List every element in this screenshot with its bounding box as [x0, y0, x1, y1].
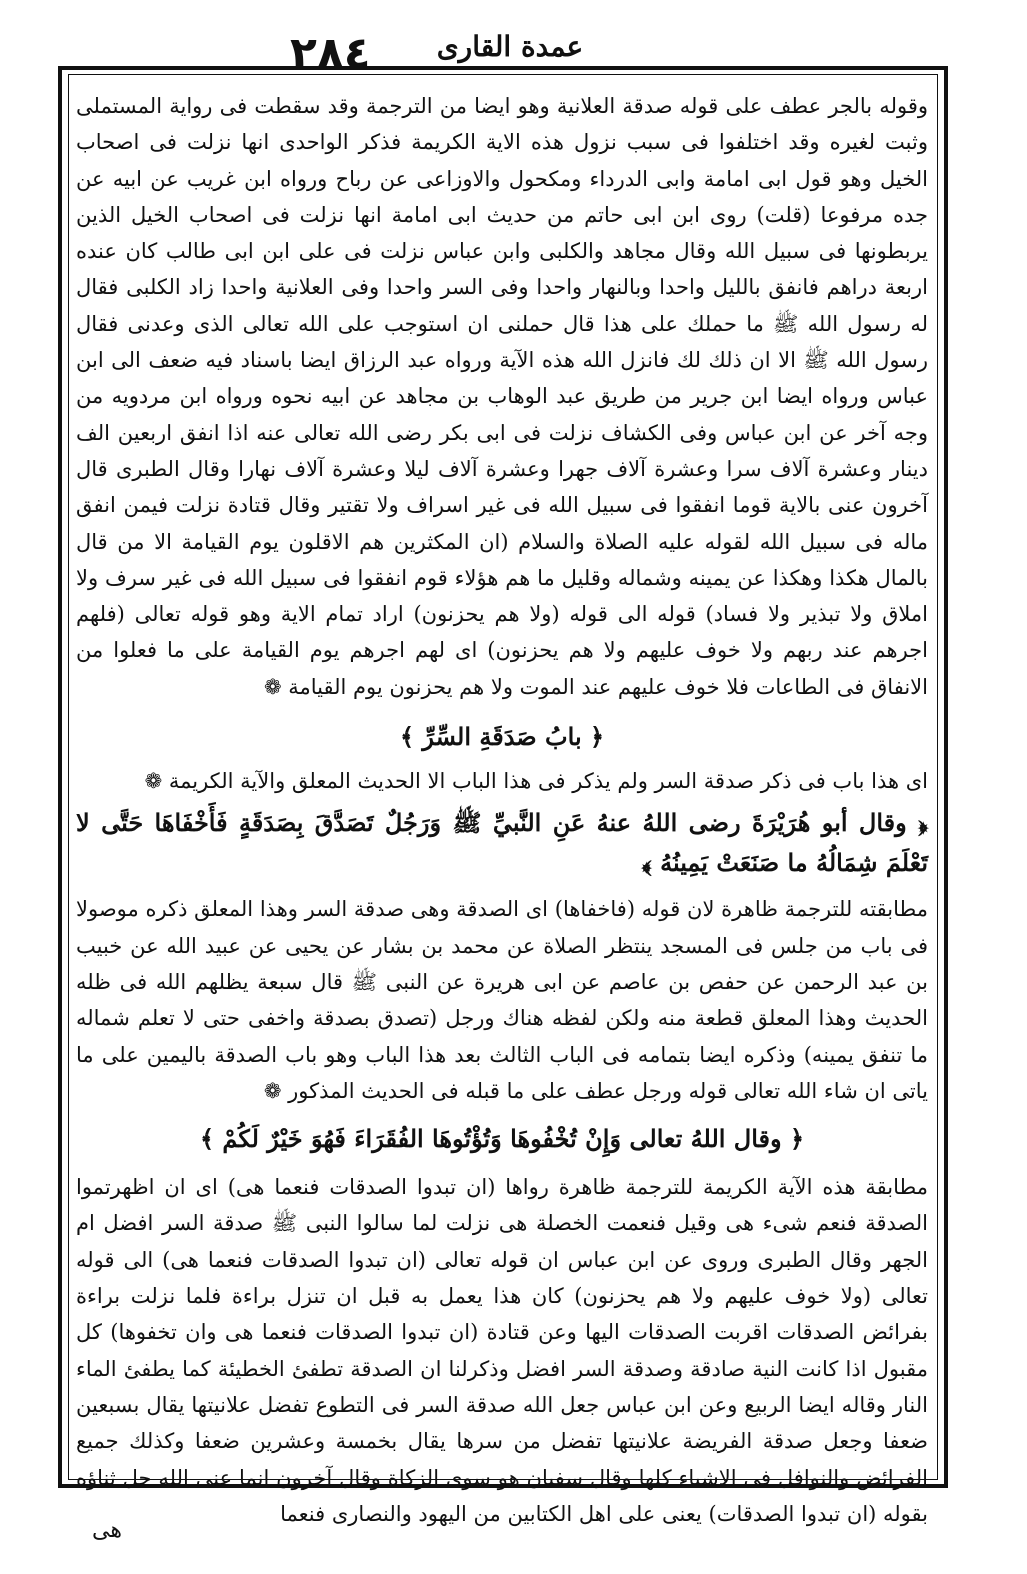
quran-verse: ﴿ وقال اللهُ تعالى وَإِنْ تُخْفُوهَا وَتُؤْتُوهَا الفُقَرَاءَ فَهُوَ خَيْرٌ لَكُمْ ﴾ [199, 1124, 805, 1154]
catchword: هى [92, 1518, 122, 1543]
running-title: عمدة القاری [436, 30, 584, 63]
commentary-paragraph-3: مطابقة هذه الآية الكريمة للترجمة ظاهرة رواها (ان تبدوا الصدقات فنعما هى) اى ان اظهرتموا الصدقة فنعم شىء هى وقيل فنعمت الخصلة هى نزلت لما سالوا النبى ﷺ صدقة السر افضل ام الجهر وقال الطبرى وروى عن ابن عباس ان قوله تعالى (ان تبدوا الصدقات فنعما هى) الى قوله تعالى (ولا خوف عليهم ولا هم يحزنون) كان هذا يعمل به قبل ان تنزل براءة فلما نزلت براءة بفرائض الصدقات اقربت الصدقات اليها وعن قتادة (ان تبدوا الصدقات فنعما هى وان تخفوها) كل مقبول اذا كانت النية صادقة وصدقة السر افضل وذكرلنا ان الصدقة تطفئ الخطيئة كما يطفئ الماء النار وقاله ايضا الربيع وعن ابن عباس جعل الله صدقة السر فى التطوع تفضل علانيتها يقال بسبعين ضعفا وجعل صدقة الفريضة علانيتها تفضل من سرها يقال بخمسة وعشرين ضعفا وكذلك جميع الفرائض والنوافل فى الاشياء كلها وقال سفيان هو سوى الزكاة وقال آخرون انما عنى الله جل ثناؤه بقوله (ان تبدوا الصدقات) يعنى على اهل الكتابين من اليهود والنصارى فنعما [76, 1175, 928, 1526]
hadith-text: ﴿ وقال أبو هُرَيْرَةَ رضى اللهُ عنهُ عَنِ النَّبيِّ ﷺ وَرَجُلٌ تَصَدَّقَ بِصَدَقَةٍ فَأَخْفَاهَا حَتَّى لا تَعْلَمَ شِمَالُهُ ما صَنَعَتْ يَمِينُهُ ﴾ [76, 808, 928, 878]
chapter-heading: ﴿ بابُ صَدَقَةِ السِّرِّ ﴾ [399, 722, 605, 752]
commentary-paragraph-2: مطابقته للترجمة ظاهرة لان قوله (فاخفاها) اى الصدقة وهى صدقة السر وهذا المعلق ذكره موصولا فى باب من جلس فى المسجد ينتظر الصلاة عن محمد بن بشار عن يحيى عن عبيد الله عن خبيب بن عبد الرحمن عن حفص بن عاصم عن ابى هريرة عن النبى ﷺ قال سبعة يظلهم الله فى ظله الحديث وهذا المعلق قطعة منه ولكن لفظه هناك ورجل (تصدق بصدقة واخفى حتى لا تعلم شماله ما تنفق يمينه) وذكره ايضا بتمامه فى الباب الثالث بعد هذا الباب وهو باب الصدقة باليمين على ما ياتى ان شاء الله تعالى قوله ورجل عطف على ما قبله فى الحديث المذكور ❁ [76, 897, 928, 1103]
chapter-note: اى هذا باب فى ذكر صدقة السر ولم يذكر فى هذا الباب الا الحديث المعلق والآية الكريمة ❁ [144, 769, 928, 794]
page-number: ٢٨٤ [290, 28, 371, 79]
commentary-paragraph-1: وقوله بالجر عطف على قوله صدقة العلانية وهو ايضا من الترجمة وقد سقطت فى رواية المستملى وثبت لغيره وقد اختلفوا فى سبب نزول هذه الاية الكريمة فذكر الواحدى انها نزلت فى اصحاب الخيل وهو قول ابى امامة وابى الدرداء ومكحول والاوزاعى عن رباح ورواه ابن غريب عن ابيه عن جده مرفوعا (قلت) روى ابن ابى حاتم من حديث ابى امامة انها نزلت فى اصحاب الخيل الذين يربطونها فى سبيل الله وقال مجاهد والكلبى وابن عباس نزلت فى على ابن ابى طالب كان عنده اربعة دراهم فانفق بالليل واحدا وبالنهار واحدا وفى السر واحدا وفى العلانية واحدا زاد الكلبى فقال له رسول الله ﷺ ما حملك على هذا قال حملنى ان استوجب على الله تعالى الذى وعدنى فقال رسول الله ﷺ الا ان ذلك لك فانزل الله هذه الآية ورواه عبد الرزاق ايضا باسناد فيه ضعف الى ابن عباس ورواه ايضا ابن جرير من طريق عبد الوهاب بن مجاهد عن ابيه نحوه ورواه ابن مردويه من وجه آخر عن ابن عباس وفى الكشاف نزلت فى ابى بكر رضى الله تعالى عنه اذا انفق اربعين الف دينار وعشرة آلاف سرا وعشرة آلاف جهرا وعشرة آلاف ليلا وعشرة آلاف نهارا وقال الطبرى قال آخرون عنى بالاية قوما انفقوا فى سبيل الله فى غير اسراف ولا تقتير وقال قتادة نزلت فيمن انفق ماله فى سبيل الله لقوله عليه الصلاة والسلام (ان المكثرين هم الاقلون يوم القيامة الا من قال بالمال هكذا وهكذا عن يمينه وشماله وقليل ما هم هؤلاء قوم انفقوا فى سبيل الله فى غير سرف ولا املاق ولا تبذير ولا فساد) قوله الى قوله (ولا هم يحزنون) اراد تمام الاية وهو قوله تعالى (فلهم اجرهم عند ربهم ولا خوف عليهم ولا هم يحزنون) اى لهم اجرهم يوم القيامة على ما فعلوا من الانفاق فى الطاعات فلا خوف عليهم عند الموت ولا هم يحزنون يوم القيامة ❁ [76, 94, 928, 699]
page-content [76, 88, 928, 1532]
